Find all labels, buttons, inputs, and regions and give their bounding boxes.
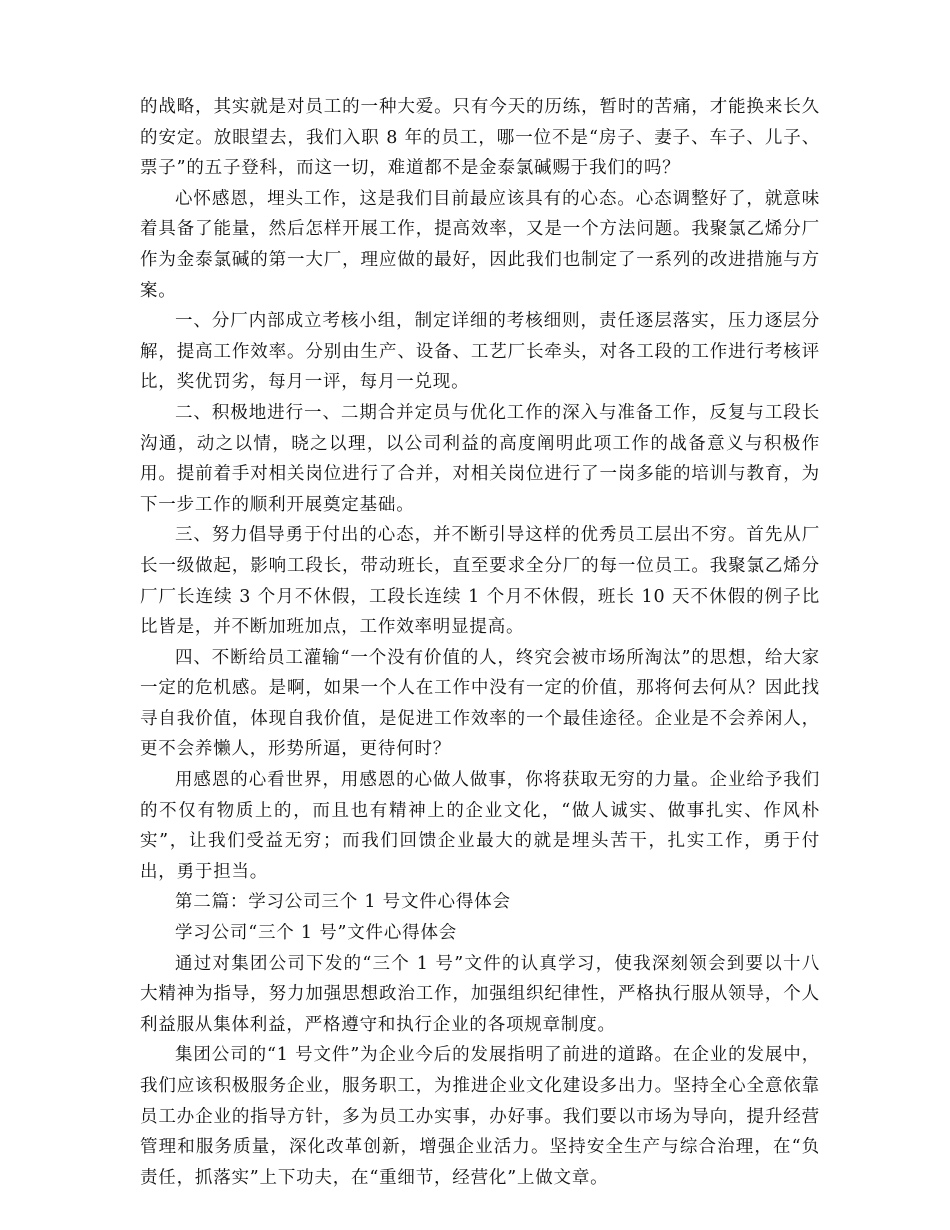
paragraph-continuation: 的战略，其实就是对员工的一种大爱。只有今天的历练，暂时的苦痛，才能换来长久的安定。放眼望去，我们入职 8 年的员工，哪一位不是“房子、妻子、车子、儿子、票子”的五子登科，而这一切，难道都不是金泰氯碱赐于我们的吗？ — [140, 97, 820, 179]
document-page — [140, 92, 820, 1193]
paragraph-conclusion: 用感恩的心看世界，用感恩的心做人做事，你将获取无穷的力量。企业给予我们的不仅有物质上的，而且也有精神上的企业文化，“做人诚实、做事扎实、作风朴实”，让我们受益无穷；而我们回馈企业最大的就是埋头苦干，扎实工作，勇于付出，勇于担当。 — [140, 770, 820, 882]
paragraph-gratitude-mindset: 心怀感恩，埋头工作，这是我们目前最应该具有的心态。心态调整好了，就意味着具备了能量，然后怎样开展工作，提高效率，又是一个方法问题。我聚氯乙烯分厂作为金泰氯碱的第一大厂，理应做的最好，因此我们也制定了一系列的改进措施与方案。 — [140, 188, 820, 301]
paragraph-measure-3: 三、努力倡导勇于付出的心态，并不断引导这样的优秀员工层出不穷。首先从厂长一级做起，影响工段长，带动班长，直至要求全分厂的每一位员工。我聚氯乙烯分厂厂长连续 3 个月不休假，工段长连续 1 个月不休假，班长 10 天不休假的例子比比皆是，并不断加班加点，工作效率明显提高。 — [140, 525, 820, 638]
paragraph-study-body: 集团公司的“1 号文件”为企业今后的发展指明了前进的道路。在企业的发展中，我们应该积极服务企业，服务职工，为推进企业文化建设多出力。坚持全心全意依靠员工办企业的指导方针，多为员工办实事，办好事。我们要以市场为导向，提升经营管理和服务质量，深化改革创新，增强企业活力。坚持安全生产与综合治理，在“负责任，抓落实”上下功夫，在“重细节，经营化”上做文章。 — [140, 1045, 820, 1188]
article-title: 学习公司“三个 1 号”文件心得体会 — [175, 923, 458, 944]
paragraph-measure-2: 二、积极地进行一、二期合并定员与优化工作的深入与准备工作，反复与工段长沟通，动之以情，晓之以理，以公司利益的高度阐明此项工作的战备意义与积极作用。提前着手对相关岗位进行了合并，对相关岗位进行了一岗多能的培训与教育，为下一步工作的顺利开展奠定基础。 — [140, 402, 820, 515]
paragraph-measure-1: 一、分厂内部成立考核小组，制定详细的考核细则，责任逐层落实，压力逐层分解，提高工作效率。分别由生产、设备、工艺厂长牵头，对各工段的工作进行考核评比，奖优罚劣，每月一评，每月一兑现。 — [140, 311, 820, 393]
paragraph-measure-4: 四、不断给员工灌输“一个没有价值的人，终究会被市场所淘汰”的思想，给大家一定的危机感。是啊，如果一个人在工作中没有一定的价值，那将何去何从？因此找寻自我价值，体现自我价值，是促进工作效率的一个最佳途径。企业是不会养闲人，更不会养懒人，形势所逼，更待何时？ — [140, 647, 820, 760]
section-heading: 第二篇：学习公司三个 1 号文件心得体会 — [175, 892, 511, 913]
paragraph-study-intro: 通过对集团公司下发的“三个 1 号”文件的认真学习，使我深刻领会到要以十八大精神为指导，努力加强思想政治工作，加强组织纪律性，严格执行服从领导，个人利益服从集体利益，严格遵守和执行企业的各项规章制度。 — [140, 953, 820, 1035]
